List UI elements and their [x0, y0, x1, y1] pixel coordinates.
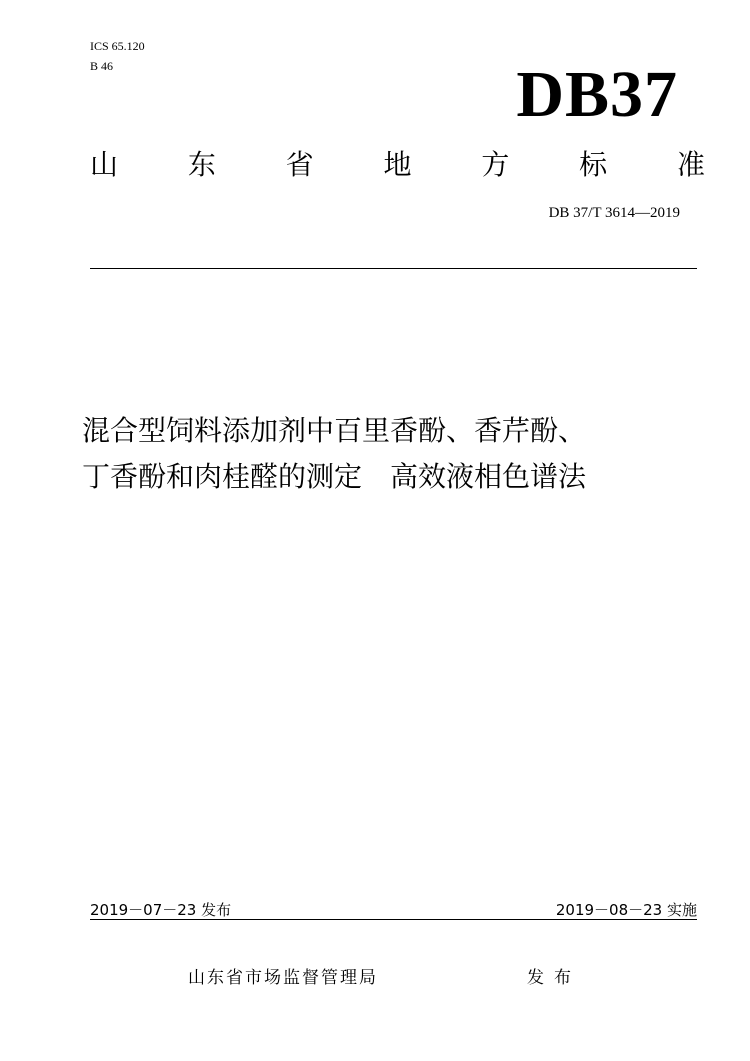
issue-date: 2019－07－23 发布 [90, 901, 232, 919]
standard-type-heading [90, 145, 705, 185]
standard-type-char: 方 [481, 148, 510, 181]
footer-divider [90, 919, 697, 920]
document-title-line-2: 丁香酚和肉桂醛的测定 高效液相色谱法 [82, 460, 587, 493]
standard-number: DB 37/T 3614—2019 [548, 205, 680, 221]
header-divider [90, 268, 697, 269]
standard-type-char: 东 [187, 148, 216, 181]
ics-code: ICS 65.120 [90, 39, 145, 53]
document-title-line-1: 混合型饲料添加剂中百里香酚、香芹酚、 [82, 414, 587, 447]
issuing-authority: 山东省市场监督管理局 [188, 968, 378, 988]
issue-label: 发布 [527, 968, 581, 988]
standard-type-char: 标 [579, 148, 608, 181]
standard-type-char: 省 [285, 148, 314, 181]
standard-type-char: 准 [676, 148, 705, 181]
standard-type-char: 地 [383, 148, 412, 181]
document-title [82, 408, 722, 500]
standard-logo: DB37 [516, 58, 678, 131]
implementation-date: 2019－08－23 实施 [555, 901, 697, 919]
standard-type-char: 山 [90, 148, 119, 181]
ccs-code: B 46 [90, 59, 114, 73]
